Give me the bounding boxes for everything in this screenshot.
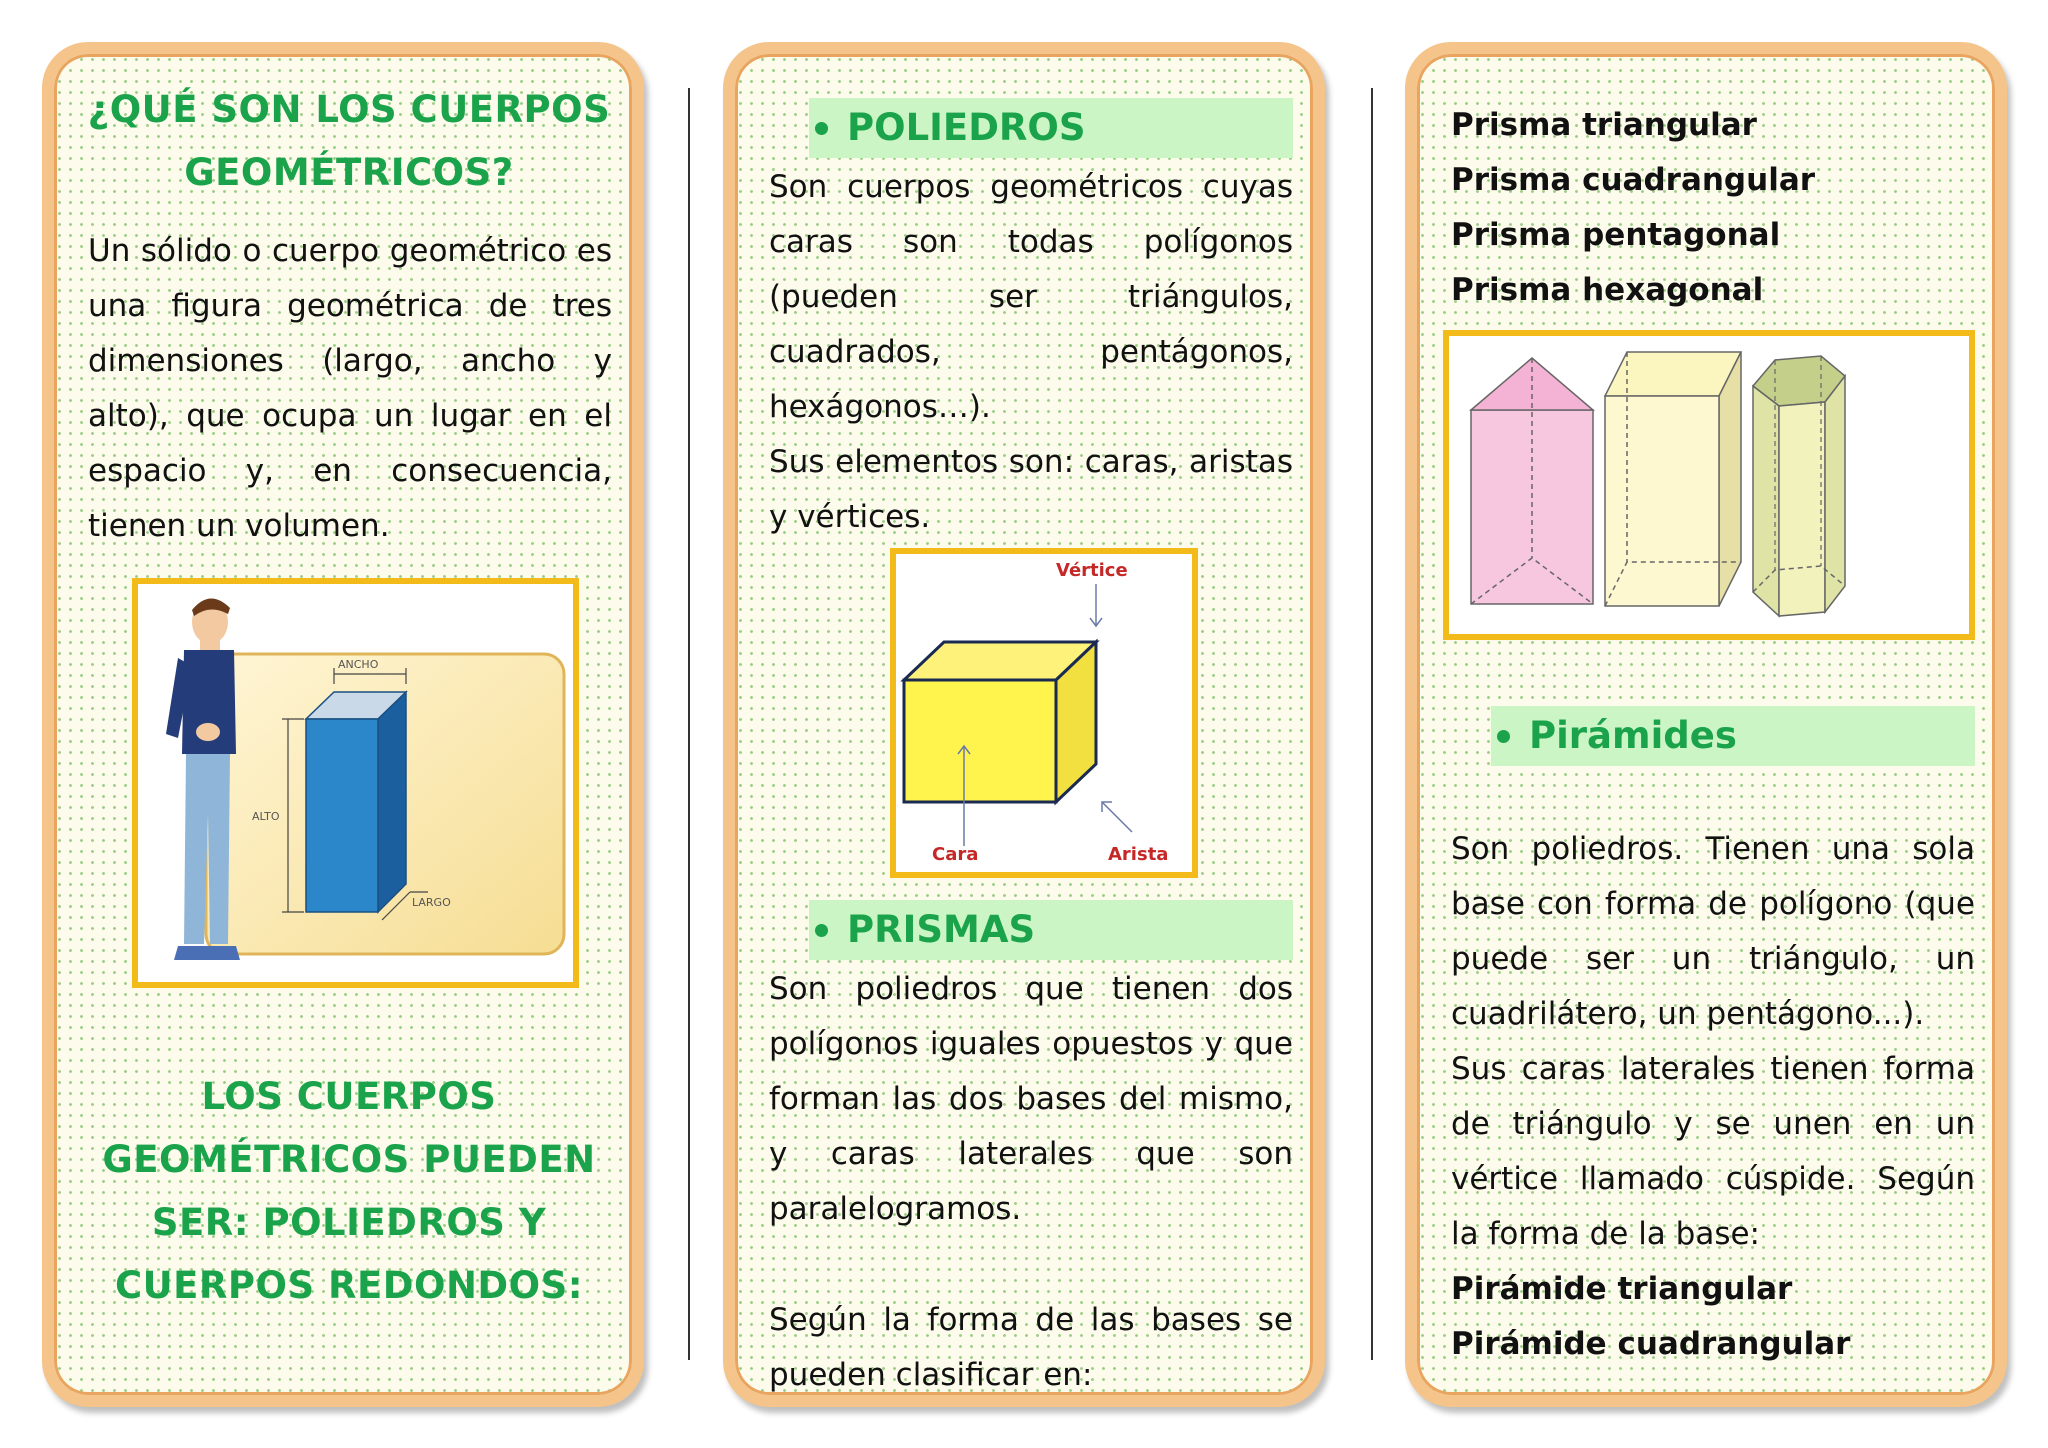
prism-type-3: Prisma pentagonal [1451, 217, 1781, 253]
panel-1-closing: LOS CUERPOS GEOMÉTRICOS PUEDEN SER: POLIEDROS Y CUERPOS REDONDOS: [102, 1075, 596, 1307]
label-arista: Arista [1108, 844, 1169, 865]
pyramid-type-2: Pirámide cuadrangular [1451, 1326, 1851, 1362]
rectangular-prism [306, 692, 406, 912]
prismas-heading [809, 900, 1293, 960]
dimensions-illustration [132, 578, 579, 988]
panel-1-intro: Un sólido o cuerpo geométrico es una figura geométrica de tres dimensiones (largo, ancho y alto), que ocupa un lugar en el espacio y, en consecuencia, tienen un volumen. [88, 233, 612, 544]
prism-type-4: Prisma hexagonal [1451, 272, 1764, 308]
bullet-icon [815, 924, 828, 937]
prism-type-1: Prisma triangular [1451, 107, 1757, 143]
fold-line-1 [688, 88, 690, 1360]
poliedros-description: Son cuerpos geométricos cuyas caras son todas polígonos (pueden ser triángulos, cuadrados, pentágonos, hexágonos…). [769, 169, 1293, 425]
label-alto: ALTO [252, 810, 280, 823]
dimensions-illustration-svg [138, 584, 573, 982]
piramides-heading [1491, 706, 1975, 766]
piramides-description: Son poliedros. Tienen una sola base con forma de polígono (que puede ser un triángulo, un cuadrilátero, un pentágono...). [1451, 831, 1975, 1032]
bullet-icon [1497, 730, 1510, 743]
triangular-prism [1471, 358, 1593, 604]
piramides-faces: Sus caras laterales tienen forma de triángulo y se unen en un vértice llamado cúspide. Según la forma de la base: [1451, 1051, 1975, 1252]
panel-1 [42, 42, 644, 1407]
fold-line-2 [1371, 88, 1373, 1360]
label-cara: Cara [932, 844, 979, 865]
poliedros-heading-label: POLIEDROS [847, 106, 1086, 149]
bullet-icon [815, 122, 828, 135]
pyramid-type-1: Pirámide triangular [1451, 1271, 1793, 1307]
panel-1-title: ¿QUÉ SON LOS CUERPOS GEOMÉTRICOS? [87, 88, 611, 194]
prismas-heading-label: PRISMAS [847, 908, 1036, 951]
poliedros-heading [809, 98, 1293, 158]
panel-2 [723, 42, 1325, 1407]
label-largo: LARGO [412, 896, 451, 909]
prisms-illustration-svg [1449, 336, 1969, 634]
prism-type-2: Prisma cuadrangular [1451, 162, 1816, 198]
piramides-heading-label: Pirámides [1529, 714, 1737, 757]
rectangular-prism-outline [1605, 352, 1741, 606]
prismas-description: Son poliedros que tienen dos polígonos iguales opuestos y que forman las dos bases del mismo, y caras laterales que son paralelogramos. [769, 971, 1293, 1227]
prismas-classification: Según la forma de las bases se pueden clasificar en: [769, 1302, 1293, 1393]
cube-elements-diagram-svg [896, 554, 1192, 872]
label-ancho: ANCHO [338, 658, 379, 671]
poliedros-elements: Sus elementos son: caras, aristas y vértices. [769, 444, 1293, 535]
panel-3 [1405, 42, 2007, 1407]
hexagonal-prism [1753, 356, 1845, 616]
label-vertice: Vértice [1056, 560, 1128, 581]
cube [904, 642, 1096, 802]
prisms-illustration [1443, 330, 1975, 640]
cube-elements-diagram [890, 548, 1198, 878]
